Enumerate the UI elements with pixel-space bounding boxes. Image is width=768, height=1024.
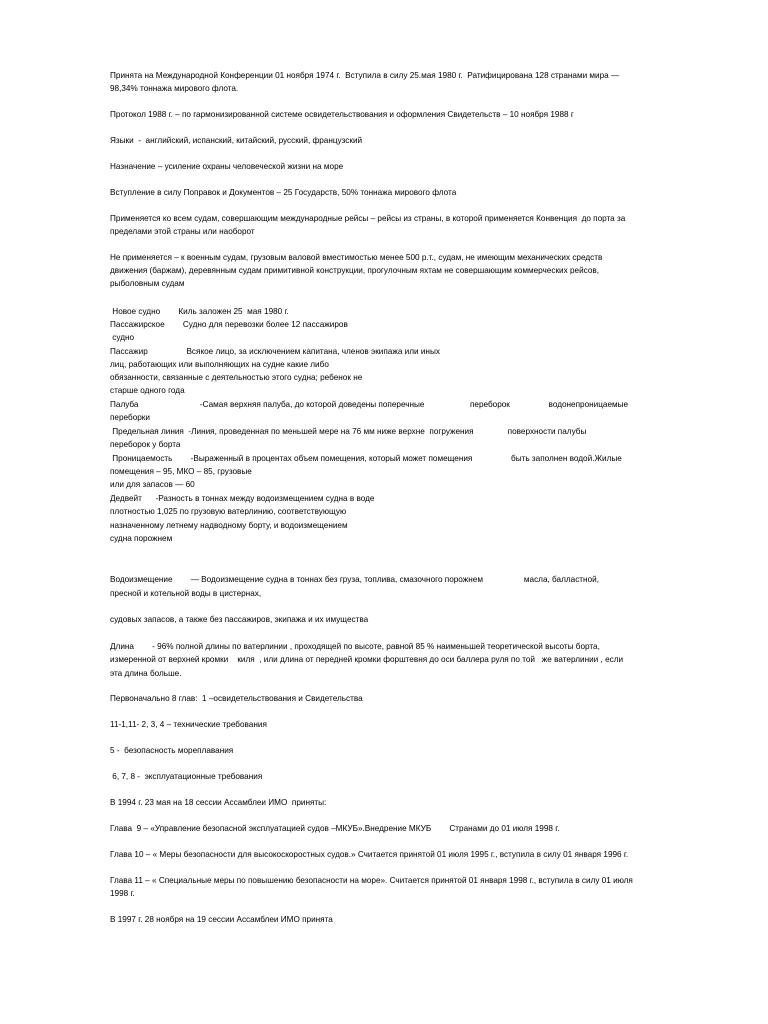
text-line: Вступление в силу Поправок и Документов – 25 Государств, 50% тоннажа мирового флота — [110, 188, 457, 197]
text-line: В 1997 г. 28 ноября на 19 сессии Ассамблеи ИМО принята — [110, 915, 333, 924]
text-line: Принята на Международной Конференции 01 ноября 1974 г. Вступила в силу 25.мая 1980 г. Ратифицирована 128 странами мира — — [110, 71, 620, 80]
text-line: Глава 9 – «Управление безопасной эксплуатацией судов –МКУБ».Внедрение МКУБ Странами до 01 июля 1998 г. — [110, 824, 560, 833]
text-line: Назначение – усиление охраны человеческой жизни на море — [110, 162, 344, 171]
text-line: судовых запасов, а также без пассажиров, экипажа и их имущества — [110, 615, 369, 624]
text-line: Предельная линия -Линия, проведенная по меньшей мере на 76 мм ниже верхне погружения поверхности палубы — [110, 427, 587, 436]
text-line: Применяется ко всем судам, совершающим международные рейсы – рейсы из страны, в которой применяется Конвенция до порта за — [110, 214, 626, 223]
text-line: Дедвейт -Разность в тоннах между водоизмещением судна в воде — [110, 494, 375, 503]
text-line: Глава 10 – « Меры безопасности для высокоскоростных судов.» Считается принятой 01 июля 1995 г., вступила в силу 01 января 1996 г. — [110, 850, 629, 859]
text-line: Не применяется – к военным судам, грузовым валовой вместимостью менее 500 р.т., судам, не имеющим механических средств — [110, 253, 603, 262]
text-line: плотностью 1,025 по грузовую ватерлинию, соответствующую — [110, 507, 347, 516]
text-line: Первоначально 8 глав: 1 –освидетельствования и Свидетельства — [110, 694, 363, 703]
text-line: Палуба -Самая верхняя палуба, до которой доведены поперечные переборок водонепроницаемые — [110, 400, 629, 409]
text-line: обязанности, связанные с деятельностью этого судна; ребенок не — [110, 373, 363, 382]
text-line: переборок у борта — [110, 440, 181, 449]
text-line: 6, 7, 8 - эксплуатационные требования — [110, 772, 263, 781]
text-line: Протокол 1988 г. – по гармонизированной системе освидетельствования и оформления Свидетельств – 10 ноября 1988 г — [110, 110, 574, 119]
text-line: Пассажирское Судно для перевозки более 12 пассажиров — [110, 320, 348, 329]
text-line: или для запасов — 60 — [110, 480, 195, 489]
text-line: эта длина больше. — [110, 669, 182, 678]
text-line: помещения – 95, МКО – 85, грузовые — [110, 467, 252, 476]
text-line: измеренной от верхней кромки киля , или длина от передней кромки форштевня до оси баллера руля по той же ватерлинии , если — [110, 655, 624, 664]
text-line: В 1994 г. 23 мая на 18 сессии Ассамблеи ИМО приняты: — [110, 798, 327, 807]
text-line: 1998 г. — [110, 889, 135, 898]
text-line: 5 - безопасность мореплавания — [110, 746, 234, 755]
text-line: Пассажир Всякое лицо, за исключением капитана, членов экипажа или иных — [110, 347, 440, 356]
text-line: пределами этой страны или наоборот — [110, 227, 255, 236]
text-line: Длина - 96% полной длины по ватерлинии , проходящей по высоте, равной 85 % наименьшей теоретической высоты борта, — [110, 642, 600, 651]
text-line: Проницаемость -Выраженный в процентах объем помещения, который может помещения быть заполнен водой.Жилые — [110, 454, 622, 463]
text-line: движения (баржам), деревянным судам примитивной конструкции, прогулочным яхтам не совершающим коммерческих рейсов, — [110, 266, 600, 275]
text-line: пресной и котельной воды в цистернах, — [110, 589, 262, 598]
text-line: переборки — [110, 413, 150, 422]
text-line: Глава 11 – « Специальные меры по повышению безопасности на море». Считается принятой 01 января 1998 г., вступила в силу 01 июля — [110, 876, 633, 885]
text-line: Языки - английский, испанский, китайский, русский, французский — [110, 136, 363, 145]
text-line: 11-1,11- 2, 3, 4 – технические требования — [110, 720, 267, 729]
text-line: судна порожнем — [110, 534, 173, 543]
text-line: старше одного года — [110, 386, 185, 395]
text-line: Водоизмещение — Водоизмещение судна в тоннах без груза, топлива, смазочного порожнем масла, балластной, — [110, 575, 599, 584]
text-line: судно — [110, 333, 135, 342]
text-line: 98,34% тоннажа мирового флота. — [110, 84, 239, 93]
text-line: назначенному летнему надводному борту, и водоизмещением — [110, 521, 348, 530]
text-line: Новое судно Киль заложен 25 мая 1980 г. — [110, 307, 289, 316]
text-line: лиц, работающих или выполняющих на судне какие либо — [110, 360, 329, 369]
text-line: рыболовным судам — [110, 279, 185, 288]
